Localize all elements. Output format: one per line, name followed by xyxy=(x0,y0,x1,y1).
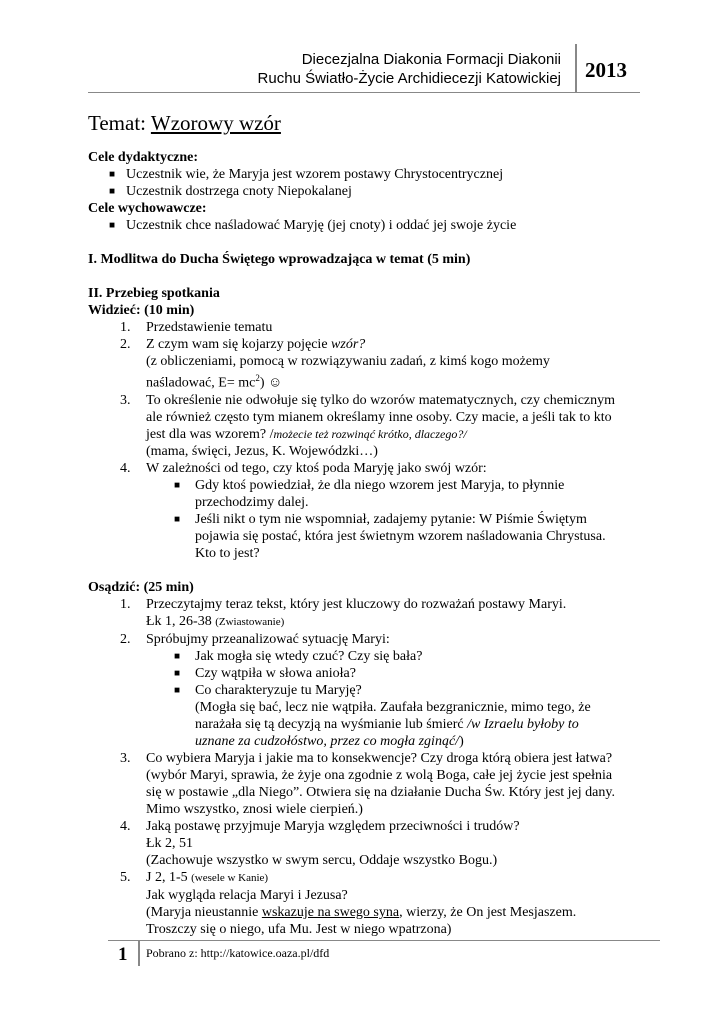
list-item: ■ Co charakteryzuje tu Maryję? xyxy=(174,682,362,698)
footer-rule xyxy=(108,940,660,941)
list-item: ■ Gdy ktoś powiedział, że dla niego wzorem jest Maryja, to płynnie xyxy=(174,477,565,493)
bullet-icon: ■ xyxy=(174,667,181,679)
header-line-2: Ruchu Światło-Życie Archidiecezji Katowickiej xyxy=(257,70,561,87)
list-item: ■ Czy wątpiła w słowa anioła? xyxy=(174,665,356,681)
section-1-heading: I. Modlitwa do Ducha Świętego wprowadzająca w temat (5 min) xyxy=(88,252,471,267)
header-text xyxy=(258,50,561,88)
footer-divider xyxy=(138,940,140,966)
header-line-1: Diecezjalna Diakonia Formacji Diakonii xyxy=(301,51,561,68)
list-item: 2. Spróbujmy przeanalizować sytuację Maryi: xyxy=(120,631,390,647)
cele-wychowawcze-heading: Cele wychowawcze: xyxy=(88,201,207,216)
page-header xyxy=(88,44,640,94)
document-body: Cele dydaktyczne: ■ Uczestnik wie, że Maryja jest wzorem postawy Chrystocentrycznej ■ Uczestnik dostrzega cnoty Niepokalanej Cele wychowawcze: ■ Uczestnik chce naśladować Maryję (jej cnoty) i oddać jej swoje życie I. Modlitwa do Ducha Świętego wprowadzająca w temat (5 min) II. Przebieg spotkania Widzieć: (10 min) 1. Przedstawienie tematu 2. Z czym wam się kojarzy pojęcie wzór? (z obliczeniami, pomocą w rozwiązywaniu zadań, z kimś kogo możemy naśladować, $E= mc^2$) ☺ 3. To określenie nie odwołuje się tylko do wzorów matematycznych, czy chemicznym ale również często tym mianem określamy inne osoby. Czy macie, a jeśli tak to kto jest dla was wzorem? /możecie też rozwinąć krótko, dlaczego?/ (mama, święci, Jezus, K. Wojewódzki…) 4. W zależności od tego, czy ktoś poda Maryję jako swój wzór: ■ Gdy ktoś powiedział, że dla niego wzorem jest Maryja, to płynnie przechodzimy dalej. ■ Jeśli nikt o tym nie wspomniał, zadajemy pytanie: W Piśmie Świętym pojawia się postać, która jest świetnym wzorem naśladowania Chrystusa. Kto to jest? Osądzić: (25 min) 1. Przeczytajmy teraz tekst, który jest kluczowy do rozważań postawy Maryi. Łk 1, 26-38 (Zwiastowanie) 2. Spróbujmy przeanalizować sytuację Maryi: ■ Jak mogła się wtedy czuć? Czy się bała? ■ Czy wątpiła w słowa anioła? ■ Co charakteryzuje tu Maryję? (Mogła się bać, lecz nie wątpiła. Zaufała bezgranicznie, mimo tego, że narażała się tą decyzją na wyśmianie lub śmierć /w Izraelu byłoby to uznane za cudzołóstwo, przez co mogła zginąć/) 3. Co wybiera Maryja i jakie ma to konsekwencje? Czy droga którą obiera jest łatwa? (wybór Maryi, sprawia, że żyje ona zgodnie z wolą Boga, całe jej życie jest spełnia się w postawie „dla Niego”. Otwiera się na działanie Ducha Św. Który jest jej dany. Mimo wszystko, znosi wiele cierpień.) 4. Jaką postawę przyjmuje Maryja względem przeciwności i trudów? Łk 2, 51 (Zachowuje wszystko w swym sercu, Oddaje wszystko Bogu.) 5. J 2, 1-5 (wesele w Kanie) Jak wygląda relacja Maryi i Jezusa? (Maryja nieustannie wskazuje na swego syna, wierzy, że On jest Mesjaszem. Troszczy się o niego, ufa Mu. Jest w niego wpatrzona) xyxy=(88,149,644,938)
list-item: 1. Przeczytajmy teraz tekst, który jest kluczowy do rozważań postawy Maryi. xyxy=(120,596,567,612)
title-prefix: Temat: xyxy=(88,111,151,135)
list-item: 1. Przedstawienie tematu xyxy=(120,320,273,335)
list-item: 2. Z czym wam się kojarzy pojęcie wzór? xyxy=(120,337,366,352)
section-2-heading: II. Przebieg spotkania xyxy=(88,286,220,301)
page-title xyxy=(88,110,281,136)
bullet-icon: ■ xyxy=(174,513,181,525)
footer-source: Pobrano z: http://katowice.oaza.pl/dfd xyxy=(146,946,330,960)
list-item: ■ Jak mogła się wtedy czuć? Czy się bała? xyxy=(174,648,423,664)
list-item: ■ Uczestnik wie, że Maryja jest wzorem postawy Chrystocentrycznej xyxy=(109,167,504,182)
osadzic-heading: Osądzić: (25 min) xyxy=(88,579,194,595)
list-item: ■ Jeśli nikt o tym nie wspomniał, zadajemy pytanie: W Piśmie Świętym xyxy=(174,511,587,527)
cele-dydaktyczne-heading: Cele dydaktyczne: xyxy=(88,150,199,165)
bullet-icon: ■ xyxy=(109,169,116,180)
title-topic: Wzorowy wzór xyxy=(150,111,281,135)
page-number: 1 xyxy=(118,944,128,965)
widziec-heading: Widzieć: (10 min) xyxy=(88,303,195,318)
list-item: ■ Uczestnik dostrzega cnoty Niepokalanej xyxy=(109,184,352,199)
page-footer xyxy=(108,940,668,970)
bullet-icon: ■ xyxy=(109,186,116,197)
bullet-icon: ■ xyxy=(174,684,181,696)
list-item: 5. J 2, 1-5 (wesele w Kanie) xyxy=(120,869,269,885)
list-item: 3. Co wybiera Maryja i jakie ma to konsekwencje? Czy droga którą obiera jest łatwa? xyxy=(120,750,613,766)
list-item: 3. To określenie nie odwołuje się tylko do wzorów matematycznych, czy chemicznym xyxy=(120,392,616,408)
bullet-icon: ■ xyxy=(174,479,181,491)
header-year: 2013 xyxy=(585,58,627,82)
bullet-icon: ■ xyxy=(174,650,181,662)
header-divider xyxy=(575,44,577,92)
header-rule xyxy=(88,92,640,93)
list-item: 4. Jaką postawę przyjmuje Maryja względem przeciwności i trudów? xyxy=(120,818,520,834)
list-item: 4. W zależności od tego, czy ktoś poda Maryję jako swój wzór: xyxy=(120,460,487,476)
list-item: ■ Uczestnik chce naśladować Maryję (jej cnoty) i oddać jej swoje życie xyxy=(109,218,517,233)
bullet-icon: ■ xyxy=(109,220,116,231)
